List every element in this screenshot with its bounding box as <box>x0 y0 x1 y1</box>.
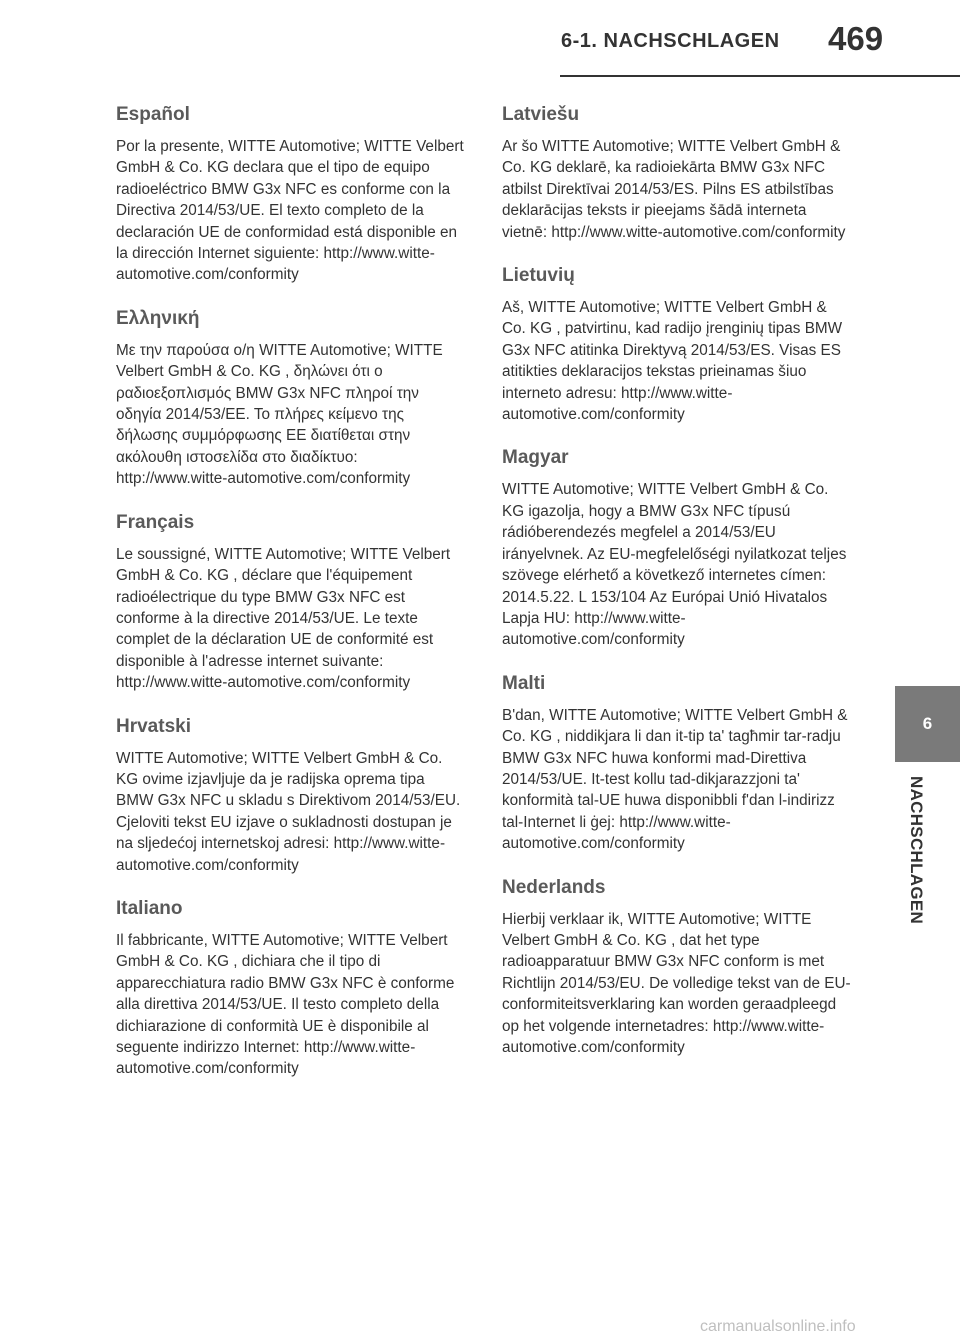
section-body: Hierbij verklaar ik, WITTE Automotive; WITTE Velbert GmbH & Co. KG , dat het type radioapparatuur BMW G3x NFC conform is met Richtlijn 2014/53/EU. De volledige tekst van de EU-conformiteitsverklaring kan worden geraadpleegd op het volgende internetadres: http://www.witte-automotive.com/conformity <box>502 910 851 1056</box>
section-body: Por la presente, WITTE Automotive; WITTE Velbert GmbH & Co. KG declara que el tipo de equipo radioeléctrico BMW G3x NFC es conforme con la Directiva 2014/53/UE. El texto completo de la declaración UE de conformidad está disponible en la dirección Internet siguiente: http://www.witte-automotive.com/conformity <box>116 138 464 284</box>
section-body: Le soussigné, WITTE Automotive; WITTE Velbert GmbH & Co. KG , déclare que l'équipement radioélectrique du type BMW G3x NFC est conforme à la directive 2014/53/UE. Le texte complet de la déclaration UE de conformité est disponible à l'adresse internet suivante: http://www.witte-automotive.com/conformity <box>116 545 451 692</box>
section-title: Nederlands <box>502 876 606 898</box>
section-lietuviu <box>502 263 852 425</box>
section-nederlands <box>502 875 852 1059</box>
section-title: Hrvatski <box>116 715 191 737</box>
section-francais <box>116 510 466 694</box>
section-latviesu <box>502 102 852 243</box>
section-body: Il fabbricante, WITTE Automotive; WITTE Velbert GmbH & Co. KG , dichiara che il tipo di apparecchiatura radio BMW G3x NFC è conforme alla direttiva 2014/53/UE. Il testo completo della dichiarazione di conformità UE è disponibile al seguente indirizzo Internet: http://www.witte-automotive.com/conformity <box>116 931 455 1078</box>
chapter-tab[interactable] <box>895 686 960 762</box>
section-title: Español <box>116 104 190 125</box>
left-column <box>116 102 466 1100</box>
section-magyar <box>502 445 852 650</box>
section-body: WITTE Automotive; WITTE Velbert GmbH & Co. KG ovime izjavljuje da je radijska oprema tipa BMW G3x NFC u skladu s Direktivom 2014/53/EU. Cjeloviti tekst EU izjave o sukladnosti dostupan je na sljedećoj internetskoj adresi: http://www.witte-automotive.com/conformity <box>116 749 461 874</box>
watermark: carmanualsonline.info <box>700 1318 856 1335</box>
section-body: B'dan, WITTE Automotive; WITTE Velbert GmbH & Co. KG , niddikjara li dan it-tip ta' tagħmir tar-radju BMW G3x NFC huwa konformi mad-Direttiva 2014/53/UE. It-test kollu tad-dikjarazzjoni ta' konformità tal-UE huwa disponibbli f'dan l-indirizz tal-Internet li ġej: http://www.witte-automotive.com/conformity <box>502 706 848 853</box>
section-body: Ar šo WITTE Automotive; WITTE Velbert GmbH & Co. KG deklarē, ka radioiekārta BMW G3x NFC atbilst Direktīvai 2014/53/ES. Pilns ES atbilstības deklarācijas teksts ir pieejams šādā interneta vietnē: http://www.witte-automotive.com/conformity <box>502 138 846 241</box>
section-title: Italiano <box>116 897 183 919</box>
right-column <box>502 102 852 1078</box>
section-title: Magyar <box>502 447 569 469</box>
section-espanol <box>116 102 466 286</box>
section-title: Français <box>116 511 195 533</box>
section-title: Malti <box>502 672 546 694</box>
chapter-title: 6-1. NACHSCHLAGEN <box>561 30 780 52</box>
section-title: Lietuvių <box>502 265 575 287</box>
page-number: 469 <box>828 20 884 57</box>
chapter-tab-number: 6 <box>922 714 933 733</box>
chapter-side-label: NACHSCHLAGEN <box>907 776 926 925</box>
section-italiano <box>116 896 466 1080</box>
section-malti <box>502 671 852 855</box>
section-body: Aš, WITTE Automotive; WITTE Velbert GmbH & Co. KG , patvirtinu, kad radijo įrenginių tipas BMW G3x NFC atitinka Direktyvą 2014/53/ES. Visas ES atitikties deklaracijos tekstas prieinamas šiuo interneto adresu: http://www.witte-automotive.com/conformity <box>502 299 843 424</box>
section-hrvatski <box>116 714 466 876</box>
section-body: Με την παρούσα ο/η WITTE Automotive; WITTE Velbert GmbH & Co. KG , δηλώνει ότι ο ραδιοεξοπλισμός BMW G3x NFC πληροί την οδηγία 2014/53/ΕΕ. Το πλήρες κείμενο της δήλωσης συμμόρφωσης ΕΕ διατίθεται στην ακόλουθη ιστοσελίδα στο διαδίκτυο: http://www.witte-automotive.com/conformity <box>116 341 443 488</box>
section-title: Ελληνική <box>116 307 200 329</box>
section-body: WITTE Automotive; WITTE Velbert GmbH & Co. KG igazolja, hogy a BMW G3x NFC típusú rádióberendezés megfelel a 2014/53/EU irányelvnek. Az EU-megfelelőségi nyilatkozat teljes szövege elérhető a következő internetes címen: 2014.5.22. L 153/104 Az Európai Unió Hivatalos Lapja HU: http://www.witte-automotive.com/conformity <box>502 481 847 649</box>
section-greek <box>116 306 466 490</box>
section-title: Latviešu <box>502 104 580 125</box>
